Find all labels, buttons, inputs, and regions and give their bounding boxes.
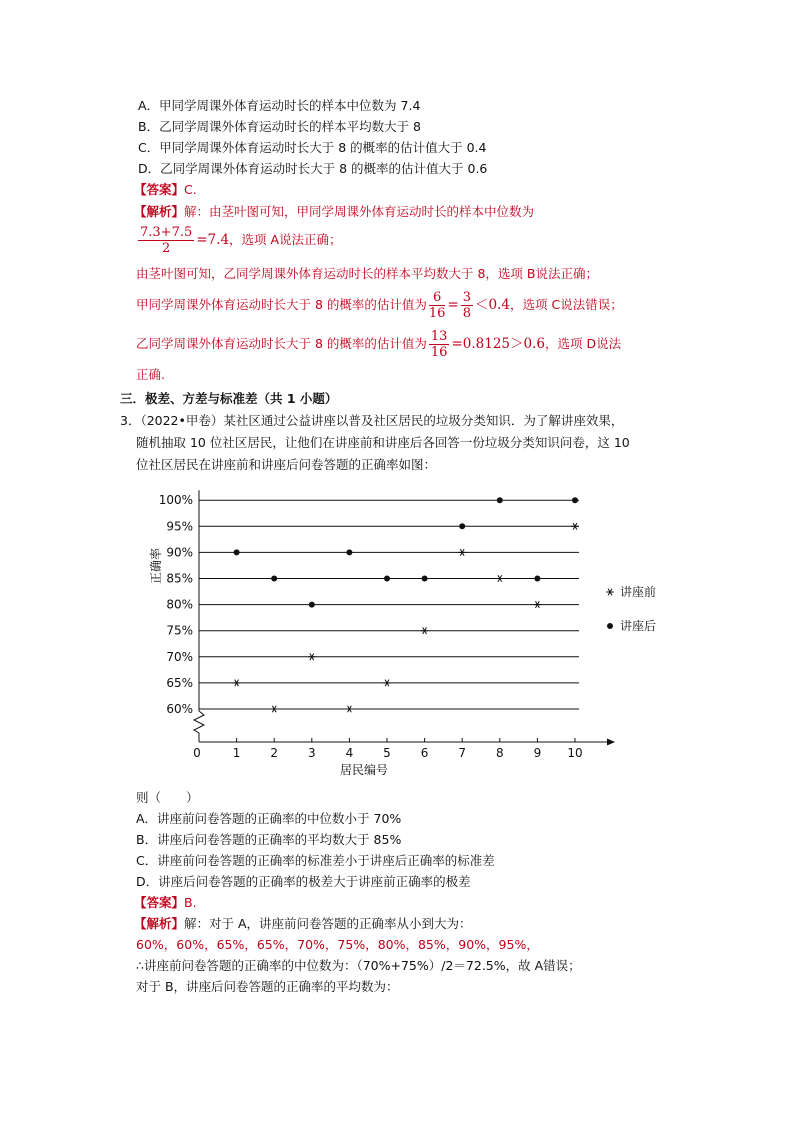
q3-analysis-2: 60%，60%，65%，65%，70%，75%，80%，85%，90%，95%，	[136, 937, 539, 952]
x-tick-label: 8	[495, 746, 504, 760]
q2-d-line-cont: 正确.	[136, 367, 165, 382]
q3-stem-2: 随机抽取 10 位社区居民，让他们在讲座前和讲座后各回答一份垃圾分类知识问卷，这 10	[136, 435, 630, 450]
q3-stem-1: 3．（2022•甲卷）某社区通过公益讲座以普及社区居民的垃圾分类知识．为了解讲座效果，	[120, 413, 624, 428]
analysis-label: 【解析】	[134, 916, 185, 931]
answer-label: 【答案】	[134, 895, 185, 910]
axis-break-zigzag	[194, 711, 204, 742]
q2-option-d: D．乙同学周课外体育运动时长大于 8 的概率的估计值大于 0.6	[138, 161, 488, 176]
x-tick-label: 5	[383, 746, 391, 760]
y-tick-label: 70%	[166, 649, 193, 664]
legend-marker-before	[606, 589, 614, 596]
answer-value: C.	[184, 182, 197, 197]
x-tick-label: 10	[567, 746, 583, 760]
q3-answer	[134, 894, 197, 912]
d-tail: ，选项 D说法	[544, 336, 622, 351]
q2-c-line	[136, 288, 623, 322]
y-tick-label: 60%	[166, 702, 193, 716]
median-fraction	[138, 225, 194, 256]
q2-answer	[134, 181, 197, 199]
point-before-lecture	[270, 706, 278, 713]
q2-median-line	[136, 222, 342, 258]
q2-b-line: 由茎叶图可知，乙同学周课外体育运动时长的样本平均数大于 8，选项 B说法正确；	[136, 266, 598, 281]
d-mid: =0.8125＞0.6	[451, 336, 545, 352]
c-eq: =	[447, 297, 459, 313]
q3-option-b: B．讲座后问卷答题的正确率的平均数大于 85%	[136, 832, 402, 847]
y-tick-label: 75%	[166, 623, 193, 638]
q2-option-a: A．甲同学周课外体育运动时长的样本中位数为 7.4	[138, 98, 421, 113]
x-axis-label: 居民编号	[339, 763, 389, 777]
point-after-lecture	[271, 576, 277, 582]
c-frac1-num: 6	[429, 290, 446, 306]
x-tick-label: 4	[345, 746, 354, 760]
point-after-lecture	[384, 576, 390, 582]
c-frac2-den: 8	[462, 306, 472, 321]
point-before-lecture	[458, 549, 466, 556]
q3-analysis-4: 对于 B，讲座后问卷答题的正确率的平均数为：	[136, 979, 399, 994]
section-heading: 三．极差、方差与标准差（共 1 小题）	[120, 391, 338, 406]
legend-label: 讲座后	[620, 619, 657, 633]
x-tick-label: 7	[458, 746, 467, 760]
point-before-lecture	[421, 627, 429, 634]
median-result: =7.4	[196, 232, 230, 248]
point-after-lecture	[459, 523, 465, 529]
d-pre: 乙同学周课外体育运动时长大于 8 的概率的估计值为	[136, 336, 427, 351]
y-axis-label: 正确率	[149, 547, 163, 584]
point-before-lecture	[383, 680, 391, 687]
x-tick-label: 9	[533, 746, 542, 760]
point-after-lecture	[534, 576, 540, 582]
c-frac1-den: 16	[428, 306, 446, 321]
legend-marker-after	[607, 623, 613, 629]
analysis-text: 解：对于 A，讲座前问卷答题的正确率从小到大为：	[184, 916, 472, 931]
median-numerator: 7.3+7.5	[140, 225, 193, 240]
d-fraction	[429, 329, 450, 360]
y-tick-label: 80%	[166, 597, 193, 612]
x-axis-arrow	[607, 739, 615, 746]
y-tick-label: 65%	[166, 675, 193, 690]
median-tail: ，选项 A说法正确；	[229, 232, 342, 247]
point-after-lecture	[572, 497, 578, 503]
c-tail: ，选项 C说法错误；	[510, 297, 623, 312]
q2-analysis-intro	[134, 203, 534, 221]
q3-option-d: D．讲座后问卷答题的正确率的极差大于讲座前正确率的极差	[136, 874, 471, 889]
point-before-lecture	[308, 654, 316, 661]
chart-gridlines	[199, 500, 579, 709]
d-frac-num: 13	[430, 329, 448, 344]
analysis-text: 解：由茎叶图可知，甲同学周课外体育运动时长的样本中位数为	[184, 204, 535, 219]
q3-option-c: C．讲座前问卷答题的正确率的标准差小于讲座后正确率的标准差	[136, 853, 495, 868]
c-compare: ＜0.4	[475, 297, 511, 313]
x-tick-label: 0	[193, 746, 201, 760]
point-before-lecture	[233, 680, 241, 687]
answer-value: B.	[184, 895, 197, 910]
legend-label: 讲座前	[620, 585, 657, 599]
answer-label: 【答案】	[134, 182, 185, 197]
q3-analysis-1	[134, 915, 472, 933]
point-before-lecture	[496, 575, 504, 582]
median-denominator: 2	[161, 241, 171, 256]
x-tick-labels	[193, 746, 582, 760]
chart-axes	[194, 490, 615, 745]
chart-legend	[606, 584, 656, 633]
x-tick-label: 3	[307, 746, 316, 760]
d-frac-den: 16	[430, 345, 448, 360]
analysis-label: 【解析】	[134, 204, 185, 219]
q3-prompt: 则（ ）	[136, 790, 199, 805]
q2-d-line	[136, 327, 621, 361]
y-tick-label: 90%	[166, 545, 193, 560]
c-frac2-num: 3	[462, 290, 472, 305]
point-after-lecture	[422, 576, 428, 582]
point-after-lecture	[497, 497, 503, 503]
x-tick-label: 6	[420, 746, 429, 760]
c-fraction-1	[429, 290, 446, 321]
correctness-scatter-chart	[140, 478, 680, 780]
y-tick-label: 85%	[166, 571, 193, 586]
point-before-lecture	[346, 706, 354, 713]
c-fraction-2	[461, 290, 473, 321]
q2-option-c: C．甲同学周课外体育运动时长大于 8 的概率的估计值大于 0.4	[138, 140, 487, 155]
q2-option-b: B．乙同学周课外体育运动时长的样本平均数大于 8	[138, 119, 422, 134]
x-tick-label: 2	[270, 746, 279, 760]
q3-analysis-3: ∴讲座前问卷答题的正确率的中位数为：（70%+75%）/2＝72.5%，故 A错误；	[136, 958, 581, 973]
point-after-lecture	[346, 549, 352, 555]
y-tick-label: 100%	[158, 493, 193, 508]
point-after-lecture	[309, 602, 315, 608]
point-before-lecture	[571, 523, 579, 530]
q3-option-a: A．讲座前问卷答题的正确率的中位数小于 70%	[136, 811, 402, 826]
y-tick-label: 95%	[166, 519, 193, 534]
c-pre: 甲同学周课外体育运动时长大于 8 的概率的估计值为	[136, 297, 427, 312]
point-after-lecture	[234, 549, 240, 555]
q3-stem-3: 位社区居民在讲座前和讲座后问卷答题的正确率如图：	[136, 457, 437, 472]
y-tick-labels	[159, 493, 193, 716]
point-before-lecture	[534, 601, 542, 608]
x-tick-label: 1	[232, 746, 241, 760]
